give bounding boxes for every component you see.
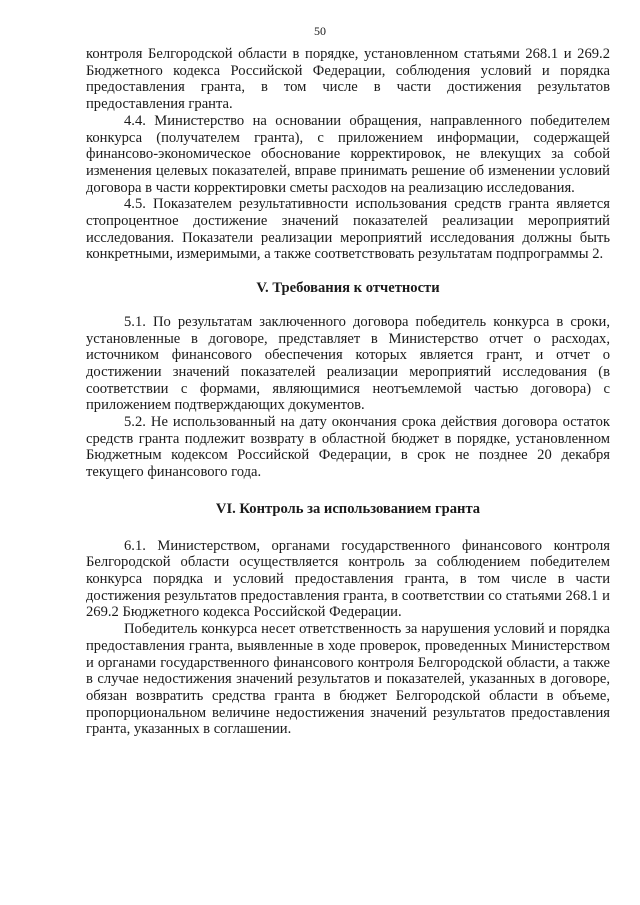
paragraph-6-1: 6.1. Министерством, органами государственного финансового контроля Белгородской области осуществляется контроль за соблюдением победителем конкурса порядка и условий предоставления гранта, в том числе в части достижения результатов предоставления гранта, в соответствии со статьями 268.1 и 269.2 Бюджетного кодекса Российской Федерации. [86,537,610,621]
paragraph-5-1: 5.1. По результатам заключенного договора победитель конкурса в сроки, установленные в договоре, представляет в Министерство отчет о расходах, источником финансового обеспечения которых является грант, и отчет о достижении значений показателей реализации мероприятий исследования (в соответствии с формами, являющимися неотъемлемой частью договора) с приложением подтверждающих документов. [86,313,610,414]
section-heading-reporting: V. Требования к отчетности [256,280,440,297]
paragraph-4-5: 4.5. Показателем результативности использования средств гранта является стопроцентное достижение значений показателей реализации мероприятий исследования. Показатели реализации мероприятий исследования должны быть конкретными, измеримыми, а также соответствовать результатам подпрограммы 2. [86,196,610,263]
paragraph-responsibility: Победитель конкурса несет ответственность за нарушения условий и порядка предоставления гранта, выявленные в ходе проверок, проведенных Министерством и органами государственного финансового контроля Белгородской области, а также в случае недостижения значений результатов и показателей, указанных в договоре, обязан возвратить средства гранта в бюджет Белгородской области в объеме, пропорциональном величине недостижения значений результатов предоставления гранта, указанных в соглашении. [86,621,610,738]
page-number: 50 [314,24,326,38]
document-body [86,46,610,738]
paragraph-continuation: контроля Белгородской области в порядке, установленном статьями 268.1 и 269.2 Бюджетного кодекса Российской Федерации, соблюдения условий и порядка предоставления гранта, в том числе в части достижения результатов предоставления гранта. [86,46,610,113]
paragraph-4-4: 4.4. Министерство на основании обращения, направленного победителем конкурса (получателем гранта), с приложением информации, содержащей финансово-экономическое обоснование корректировок, не влекущих за собой изменения целевых показателей, вправе принимать решение об изменении условий договора в части корректировки сметы расходов на реализацию исследования. [86,112,610,196]
section-heading-control: VI. Контроль за использованием гранта [215,500,481,517]
paragraph-5-2: 5.2. Не использованный на дату окончания срока действия договора остаток средств гранта подлежит возврату в областной бюджет в порядке, установленном Бюджетным кодексом Российской Федерации, в срок не позднее 20 декабря текущего финансового года. [86,414,610,481]
